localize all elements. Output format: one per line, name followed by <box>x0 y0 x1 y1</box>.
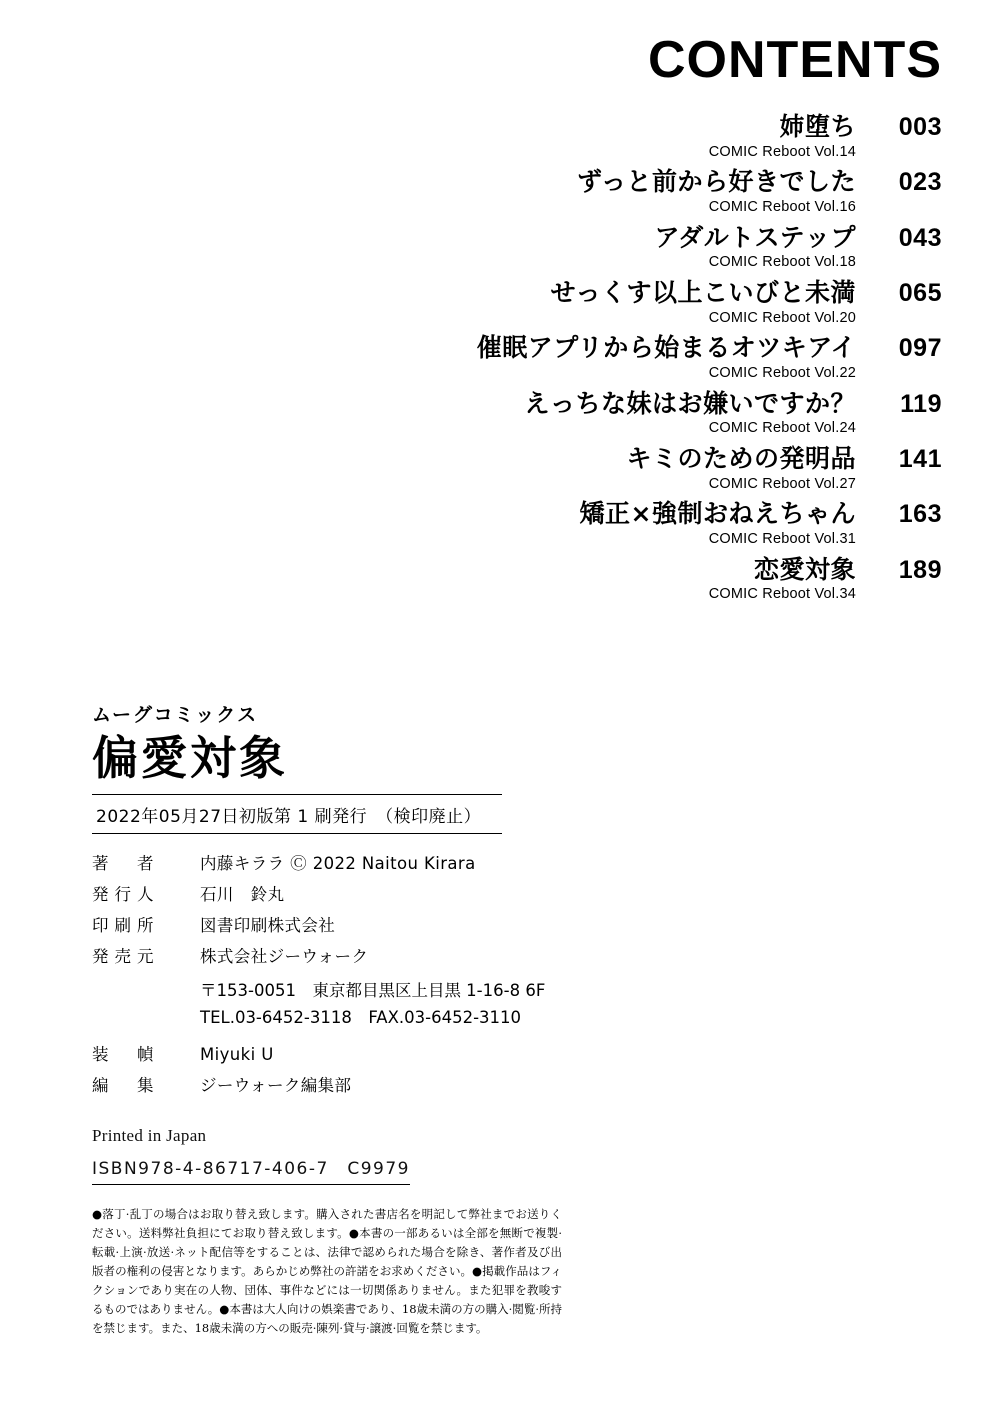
credit-value: 内藤キララ Ⓒ 2022 Naitou Kirara <box>200 853 476 873</box>
credit-label: 装 幀 <box>92 1045 160 1065</box>
credit-row <box>92 850 912 874</box>
toc-entry-source: COMIC Reboot Vol.22 <box>708 364 856 381</box>
credit-value: ジーウォーク編集部 <box>200 1076 352 1096</box>
credit-row <box>92 943 912 967</box>
table-of-contents <box>222 112 942 610</box>
toc-entry-source: COMIC Reboot Vol.18 <box>708 254 856 271</box>
toc-entry-page: 097 <box>898 334 942 363</box>
credit-row <box>92 1072 912 1096</box>
toc-entry[interactable] <box>222 112 942 161</box>
toc-entry-title: ずっと前から好きでした <box>576 167 856 197</box>
credit-label: 編 集 <box>92 1076 160 1096</box>
toc-entry-title: 姉堕ち <box>779 112 856 141</box>
contents-heading: CONTENTS <box>648 31 942 89</box>
toc-entry-source: COMIC Reboot Vol.27 <box>708 475 856 492</box>
credit-label: 発行人 <box>92 884 160 904</box>
toc-entry-source: COMIC Reboot Vol.31 <box>708 530 856 547</box>
book-title: 偏愛対象 <box>92 731 288 785</box>
publisher-address <box>200 977 912 1031</box>
credit-row <box>92 912 912 936</box>
toc-entry-title: せっくす以上こいびと未満 <box>550 278 856 308</box>
toc-entry-page: 023 <box>898 168 942 197</box>
toc-entry-title: キミのための発明品 <box>626 444 856 474</box>
toc-entry-source: COMIC Reboot Vol.34 <box>708 586 856 603</box>
divider-bottom <box>92 833 502 834</box>
toc-entry-title: 催眠アプリから始まるオツキアイ <box>476 333 856 363</box>
toc-entry-page: 163 <box>898 500 942 529</box>
credit-value: 石川 鈴丸 <box>200 884 285 904</box>
toc-entry-title: 恋愛対象 <box>753 554 856 584</box>
credit-value: 株式会社ジーウォーク <box>200 946 369 966</box>
toc-entry-page: 189 <box>898 555 942 584</box>
toc-entry[interactable] <box>222 389 942 438</box>
toc-entry-title: えっちな妹はお嫌いですか？ <box>524 388 856 418</box>
toc-entry[interactable] <box>222 223 942 272</box>
credit-value: 図書印刷株式会社 <box>200 915 336 935</box>
toc-entry-title: 矯正×強制おねえちゃん <box>579 499 856 529</box>
toc-entry-source: COMIC Reboot Vol.16 <box>708 198 856 215</box>
address-line: 〒153-0051 東京都目黒区上目黒 1-16-8 6F <box>200 980 546 1000</box>
credit-row <box>92 881 912 905</box>
toc-entry-page: 119 <box>900 389 942 418</box>
publication-date: 2022年05月27日初版第 1 刷発行 （検印廃止） <box>96 806 482 827</box>
toc-entry[interactable] <box>222 555 942 604</box>
toc-entry-page: 043 <box>898 223 942 252</box>
toc-entry-source: COMIC Reboot Vol.20 <box>708 309 856 326</box>
legal-notice: ●落丁·乱丁の場合はお取り替え致します。購入された書店名を明記して弊社までお送りください。送料弊社負担にてお取り替え致します。●本書の一部あるいは全部を無断で複製·転載·上演·放送·ネット配信等をすることは、法律で認められた場合を除き、著作者及び出版者の権利の侵害となります。あらかじめ弊社の許諾をお求めください。●掲載作品はフィクションであり実在の人物、団体、事件などには一切関係ありません。また犯罪を教唆するものではありません。●本書は大人向けの娯楽書であり、18歳未満の方の購入·閲覧·所持を禁じます。また、18歳未満の方への販売·陳列·貸与·譲渡·回覧を禁じます。 <box>92 1207 562 1335</box>
credit-value: Miyuki U <box>200 1045 274 1065</box>
toc-entry-source: COMIC Reboot Vol.14 <box>708 143 856 160</box>
toc-entry[interactable] <box>222 278 942 327</box>
credits-list <box>92 850 912 1096</box>
imprint-label: ムーグコミックス <box>92 704 259 726</box>
toc-entry[interactable] <box>222 499 942 548</box>
toc-entry-title: アダルトステップ <box>654 222 856 252</box>
isbn-code: ISBN978-4-86717-406-7 C9979 <box>92 1154 410 1185</box>
toc-entry-source: COMIC Reboot Vol.24 <box>708 420 856 437</box>
colophon-section <box>92 700 912 1338</box>
contact-line: TEL.03-6452-3118 FAX.03-6452-3110 <box>200 1007 522 1027</box>
toc-entry-page: 065 <box>898 279 942 308</box>
credit-label: 著 者 <box>92 853 160 873</box>
toc-entry-page: 003 <box>898 113 942 141</box>
credit-label: 発売元 <box>92 946 160 966</box>
credit-label: 印刷所 <box>92 915 160 935</box>
credit-row <box>92 1041 912 1065</box>
toc-entry[interactable] <box>222 444 942 493</box>
toc-entry[interactable] <box>222 333 942 382</box>
toc-entry[interactable] <box>222 167 942 216</box>
printed-in-japan: Printed in Japan <box>92 1126 207 1146</box>
toc-entry-page: 141 <box>898 445 942 474</box>
